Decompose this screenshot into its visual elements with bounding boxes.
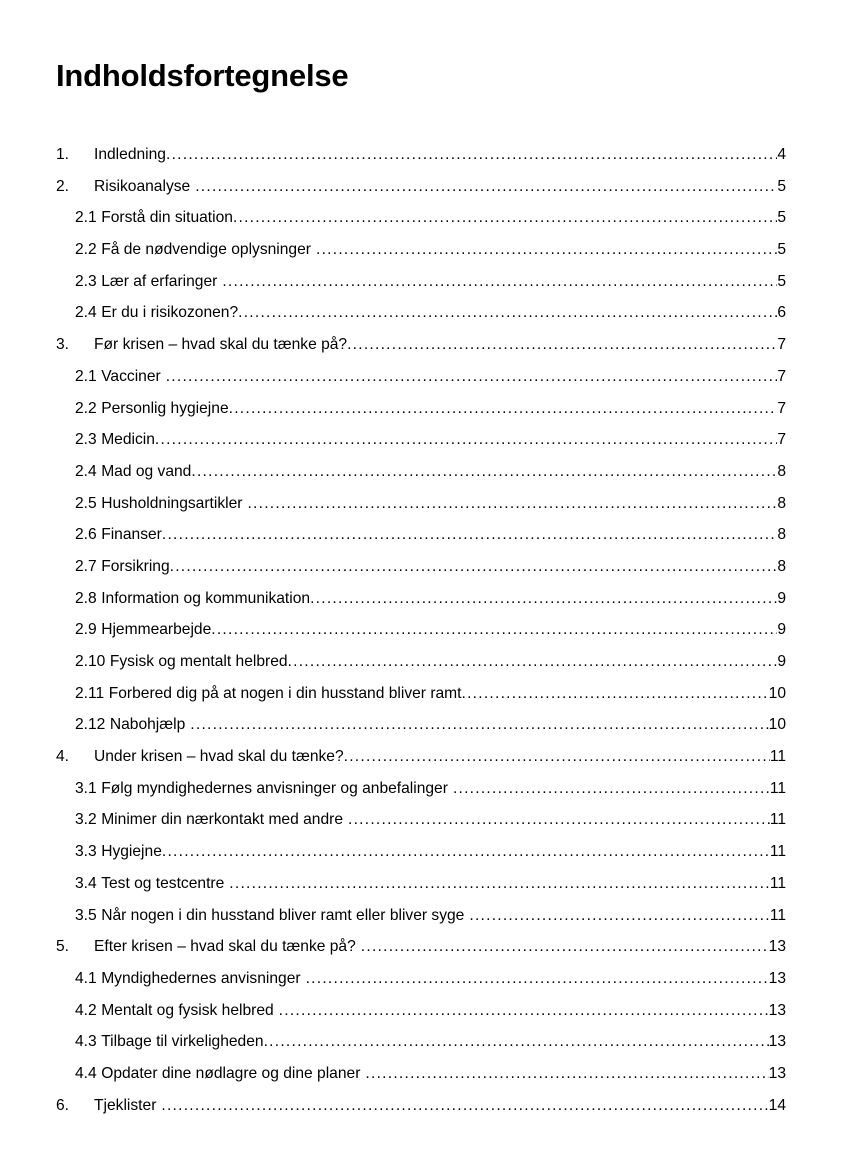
toc-entry-number: 2.8	[75, 589, 97, 607]
toc-entry-page-number: 9	[777, 653, 786, 670]
toc-entry-title: Information og kommunikation	[101, 589, 311, 607]
toc-leader-dots	[222, 274, 777, 290]
toc-leader-dots	[191, 464, 777, 480]
toc-entry-number: 4.	[56, 748, 70, 766]
toc-entry-page-number: 4	[777, 146, 786, 163]
table-of-contents	[56, 139, 786, 1121]
toc-entry-page-number: 6	[777, 304, 786, 322]
toc-entry-number: 3.1	[75, 779, 97, 797]
toc-entry[interactable]	[56, 202, 786, 234]
toc-entry[interactable]	[56, 551, 786, 583]
toc-entry[interactable]	[56, 139, 786, 171]
toc-entry-page-number: 9	[777, 621, 786, 639]
toc-entry-number: 2.6	[75, 526, 97, 544]
toc-entry-title: Minimer din nærkontakt med andre	[101, 811, 343, 829]
toc-entry[interactable]	[56, 709, 786, 741]
toc-entry-number: 2.	[56, 177, 70, 195]
toc-entry-number: 2.1	[75, 367, 97, 385]
toc-entry-number: 2.11	[75, 684, 105, 702]
toc-leader-dots	[310, 591, 777, 607]
toc-entry-title: Test og testcentre	[101, 874, 225, 892]
toc-entry[interactable]	[56, 804, 786, 836]
toc-leader-dots	[161, 1098, 768, 1114]
toc-leader-dots	[462, 686, 769, 702]
toc-entry-page-number: 14	[768, 1096, 786, 1114]
toc-leader-dots	[162, 527, 777, 543]
toc-leader-dots	[162, 844, 770, 860]
toc-leader-dots	[453, 781, 770, 797]
toc-entry-title: Få de nødvendige oplysninger	[101, 241, 311, 259]
toc-entry-number: 3.5	[75, 906, 97, 924]
toc-entry-title: Hjemmearbejde	[101, 621, 212, 639]
toc-entry-page-number: 10	[768, 716, 786, 734]
toc-entry-title: Når nogen i din husstand bliver ramt eller bliver syge	[101, 906, 465, 924]
toc-entry-page-number: 7	[777, 336, 786, 354]
toc-entry-page-number: 7	[777, 431, 786, 449]
toc-entry-page-number: 5	[777, 209, 786, 227]
toc-entry-page-number: 13	[768, 1064, 786, 1082]
toc-entry-number: 1.	[56, 146, 70, 163]
toc-leader-dots	[238, 305, 777, 321]
toc-leader-dots	[288, 654, 778, 670]
toc-entry-page-number: 11	[769, 874, 786, 892]
toc-entry-page-number: 8	[777, 526, 786, 544]
toc-entry-title: Hygiejne	[101, 843, 162, 861]
toc-entry-title: Myndighedernes anvisninger	[101, 969, 301, 987]
toc-entry[interactable]	[56, 773, 786, 805]
toc-entry-page-number: 13	[768, 1001, 786, 1019]
toc-entry[interactable]	[56, 488, 786, 520]
toc-entry-title: Under krisen – hvad skal du tænke?	[94, 748, 344, 766]
toc-leader-dots	[155, 432, 777, 448]
toc-entry-page-number: 11	[769, 906, 786, 924]
toc-entry-title: Forsikring	[101, 557, 170, 575]
toc-entry-title: Efter krisen – hvad skal du tænke på?	[94, 938, 356, 956]
toc-entry-title: Følg myndighedernes anvisninger og anbefalinger	[101, 779, 448, 797]
toc-entry-title: Mentalt og fysisk helbred	[101, 1001, 274, 1019]
toc-entry[interactable]	[56, 266, 786, 298]
toc-leader-dots	[344, 749, 770, 765]
toc-entry-page-number: 8	[777, 494, 786, 512]
toc-leader-dots	[348, 812, 770, 828]
toc-entry[interactable]	[56, 995, 786, 1027]
toc-entry[interactable]	[56, 234, 786, 266]
toc-entry-title: Finanser	[101, 526, 162, 544]
toc-leader-dots	[316, 242, 777, 258]
toc-entry-page-number: 13	[768, 938, 786, 956]
toc-entry-title: Medicin	[101, 431, 155, 449]
toc-entry-page-number: 11	[769, 748, 786, 766]
toc-entry[interactable]	[56, 424, 786, 456]
toc-entry-title: Mad og vand	[101, 462, 192, 480]
toc-entry-page-number: 7	[777, 399, 786, 417]
toc-entry-page-number: 8	[777, 462, 786, 480]
toc-entry-number: 4.1	[75, 969, 97, 987]
toc-entry[interactable]	[56, 329, 786, 361]
toc-entry-number: 2.1	[75, 209, 97, 227]
toc-leader-dots	[229, 876, 770, 892]
toc-leader-dots	[229, 401, 778, 417]
toc-entry-page-number: 11	[769, 811, 786, 829]
toc-entry-number: 4.4	[75, 1064, 97, 1082]
toc-entry-title: Nabohjælp	[109, 716, 186, 734]
toc-entry-number: 2.9	[75, 621, 97, 639]
toc-entry-number: 3.	[56, 336, 70, 354]
toc-entry-page-number: 5	[777, 177, 786, 195]
toc-leader-dots	[166, 369, 778, 385]
toc-entry[interactable]	[56, 678, 786, 710]
toc-entry-title: Personlig hygiejne	[101, 399, 229, 417]
toc-entry-title: Opdater dine nødlagre og dine planer	[101, 1064, 361, 1082]
toc-leader-dots	[365, 1066, 768, 1082]
toc-entry-number: 2.2	[75, 399, 97, 417]
toc-entry[interactable]	[56, 297, 786, 329]
toc-entry-page-number: 13	[768, 1033, 786, 1051]
toc-entry[interactable]	[56, 868, 786, 900]
toc-entry-number: 4.3	[75, 1033, 97, 1051]
toc-leader-dots	[195, 179, 777, 195]
toc-entry-number: 2.3	[75, 431, 97, 449]
toc-entry-page-number: 13	[768, 969, 786, 987]
toc-leader-dots	[306, 971, 769, 987]
toc-entry-title: Vacciner	[101, 367, 161, 385]
toc-entry-number: 3.2	[75, 811, 97, 829]
toc-entry-page-number: 9	[777, 589, 786, 607]
toc-entry-title: Fysisk og mentalt helbred	[109, 653, 288, 670]
toc-entry-title: Forstå din situation	[101, 209, 233, 227]
toc-entry[interactable]	[56, 519, 786, 551]
toc-entry[interactable]	[56, 931, 786, 963]
toc-entry[interactable]	[56, 456, 786, 488]
toc-entry-number: 3.4	[75, 874, 97, 892]
toc-entry-page-number: 5	[777, 241, 786, 259]
toc-entry[interactable]	[56, 614, 786, 646]
toc-entry-number: 2.10	[75, 653, 106, 670]
toc-entry-title: Er du i risikozonen?	[101, 304, 239, 322]
toc-entry-number: 2.4	[75, 304, 97, 322]
toc-entry-page-number: 11	[769, 779, 786, 797]
toc-entry[interactable]	[56, 1058, 786, 1090]
toc-entry-number: 2.12	[75, 716, 106, 734]
page-title: Indholdsfortegnelse	[56, 57, 349, 93]
toc-leader-dots	[264, 1034, 769, 1050]
toc-leader-dots	[170, 559, 778, 575]
toc-entry[interactable]	[56, 393, 786, 425]
toc-leader-dots	[469, 908, 769, 924]
toc-entry-title: Risikoanalyse	[94, 177, 191, 195]
toc-entry[interactable]	[56, 741, 786, 773]
toc-leader-dots	[211, 622, 777, 638]
toc-leader-dots	[166, 147, 777, 163]
toc-entry-title: Lær af erfaringer	[101, 272, 218, 290]
toc-leader-dots	[190, 717, 768, 733]
toc-entry-title: Forbered dig på at nogen i din husstand bliver ramt	[108, 684, 462, 702]
toc-leader-dots	[279, 1003, 769, 1019]
toc-entry-number: 4.2	[75, 1001, 97, 1019]
toc-leader-dots	[347, 337, 777, 353]
toc-leader-dots	[247, 496, 777, 512]
toc-entry[interactable]	[56, 900, 786, 932]
toc-entry-number: 2.7	[75, 557, 97, 575]
toc-entry-page-number: 5	[777, 272, 786, 290]
toc-entry-page-number: 11	[769, 843, 786, 861]
toc-entry[interactable]	[56, 171, 786, 203]
toc-entry[interactable]	[56, 361, 786, 393]
toc-entry-title: Tilbage til virkeligheden	[101, 1033, 264, 1051]
toc-entry-number: 2.5	[75, 494, 97, 512]
toc-leader-dots	[233, 210, 777, 226]
toc-entry-number: 6.	[56, 1096, 70, 1114]
toc-entry-number: 2.2	[75, 241, 97, 259]
toc-entry-title: Husholdningsartikler	[101, 494, 243, 512]
toc-entry[interactable]	[56, 583, 786, 615]
toc-entry[interactable]	[56, 646, 786, 678]
toc-entry[interactable]	[56, 1026, 786, 1058]
toc-entry[interactable]	[56, 963, 786, 995]
toc-leader-dots	[361, 939, 769, 955]
toc-entry-number: 2.3	[75, 272, 97, 290]
toc-entry-number: 3.3	[75, 843, 97, 861]
toc-entry-page-number: 10	[768, 684, 786, 702]
toc-entry-number: 5.	[56, 938, 70, 956]
toc-entry-title: Tjeklister	[94, 1096, 157, 1114]
toc-entry-number: 2.4	[75, 462, 97, 480]
toc-entry-title: Indledning	[94, 146, 166, 163]
toc-entry[interactable]	[56, 1090, 786, 1122]
toc-entry[interactable]	[56, 836, 786, 868]
toc-entry-page-number: 8	[777, 557, 786, 575]
toc-entry-title: Før krisen – hvad skal du tænke på?	[94, 336, 348, 354]
toc-entry-page-number: 7	[777, 367, 786, 385]
